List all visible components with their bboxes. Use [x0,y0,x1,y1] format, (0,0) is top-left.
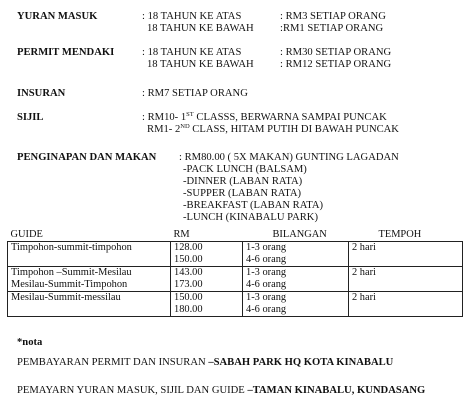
permit-mendaki-cat-1: : 18 TAHUN KE ATAS [142,47,242,58]
penginapan-label: PENGINAPAN DAN MAKAN [17,152,157,163]
penginapan-item-3: -DINNER (LABAN RATA) [183,176,303,187]
header-guide: GUIDE [8,229,171,242]
header-rm: RM [171,229,243,242]
permit-mendaki-cat-2: 18 TAHUN KE BAWAH [147,59,254,70]
tempoh-value [352,279,462,291]
guide-line [11,304,170,316]
rm-value: 150.00 [174,254,203,265]
penginapan-item-6: -LUNCH (KINABALU PARK) [183,212,318,223]
yuran-masuk-fee-1: : RM3 SETIAP ORANG [280,11,386,22]
guide-line: Mesilau-Summit-Timpohon [11,279,128,290]
nota-line-2 [17,385,425,397]
tempoh-value [352,304,462,316]
guide-cell [8,267,171,292]
sijil-line-2-post: CLASS, HITAM PUTIH DI BAWAH PUNCAK [189,124,399,135]
sijil-line-1-post: CLASSS, BERWARNA SAMPAI PUNCAK [193,112,387,123]
guide-line: Timpohon –Summit-Mesilau [11,267,132,278]
tempoh-value [352,254,462,266]
sijil-line-1-sup: ST [186,111,194,118]
penginapan-item-2: -PACK LUNCH (BALSAM) [183,164,307,175]
penginapan-item-4: -SUPPER (LABAN RATA) [183,188,302,199]
header-bilangan: BILANGAN [243,229,349,242]
permit-mendaki-fee-1: : RM30 SETIAP ORANG [280,47,392,58]
insuran-label: INSURAN [17,88,66,99]
bilangan-value: 4-6 orang [246,304,287,315]
guide-fee-table [7,229,463,317]
yuran-masuk-cat-2: 18 TAHUN KE BAWAH [147,23,254,34]
guide-line: Timpohon-summit-timpohon [11,242,132,253]
tempoh-cell [349,242,463,267]
yuran-masuk-cat-1: : 18 TAHUN KE ATAS [142,11,242,22]
tempoh-value: 2 hari [352,242,376,253]
rm-cell [171,292,243,317]
tempoh-cell [349,267,463,292]
bilangan-cell [243,242,349,267]
tempoh-value: 2 hari [352,292,376,303]
sijil-line-1 [142,112,387,124]
permit-mendaki-label: PERMIT MENDAKI [17,47,115,58]
bilangan-value: 4-6 orang [246,279,287,290]
penginapan-item-5: -BREAKFAST (LABAN RATA) [183,200,324,211]
table-row [8,242,463,267]
tempoh-value: 2 hari [352,267,376,278]
nota-line-1 [17,357,393,369]
guide-cell [8,242,171,267]
nota-line-1-text: PEMBAYARAN PERMIT DAN INSURAN [17,357,209,368]
tempoh-cell [349,292,463,317]
guide-line [11,254,170,266]
table-header-row [8,229,463,242]
permit-mendaki-fee-2: : RM12 SETIAP ORANG [280,59,392,70]
sijil-line-1-pre: : RM10- 1 [142,112,187,123]
nota-line-2-place: –TAMAN KINABALU, KUNDASANG [247,385,426,396]
rm-cell [171,267,243,292]
header-tempoh: TEMPOH [349,229,463,242]
guide-cell [8,292,171,317]
rm-value: 150.00 [174,292,203,303]
sijil-line-2 [147,124,399,136]
guide-line: Mesilau-Summit-messilau [11,292,121,303]
yuran-masuk-label: YURAN MASUK [17,11,98,22]
sijil-label: SIJIL [17,112,44,123]
rm-value: 143.00 [174,267,203,278]
nota-line-2-text: PEMAYARN YURAN MASUK, SIJIL DAN GUIDE [17,385,248,396]
bilangan-value: 1-3 orang [246,242,287,253]
rm-cell [171,242,243,267]
sijil-line-2-pre: RM1- 2 [147,124,181,135]
penginapan-item-1: : RM80.00 ( 5X MAKAN) GUNTING LAGADAN [179,152,399,163]
sijil-line-2-sup: ND [180,123,190,130]
table-row [8,292,463,317]
bilangan-cell [243,292,349,317]
table-row [8,267,463,292]
bilangan-value: 1-3 orang [246,267,287,278]
bilangan-value: 4-6 orang [246,254,287,265]
rm-value: 128.00 [174,242,203,253]
nota-label: *nota [17,337,43,348]
nota-line-1-place: –SABAH PARK HQ KOTA KINABALU [208,357,394,368]
insuran-value: : RM7 SETIAP ORANG [142,88,248,99]
bilangan-cell [243,267,349,292]
rm-value: 180.00 [174,304,203,315]
bilangan-value: 1-3 orang [246,292,287,303]
rm-value: 173.00 [174,279,203,290]
yuran-masuk-fee-2: :RM1 SETIAP ORANG [280,23,384,34]
